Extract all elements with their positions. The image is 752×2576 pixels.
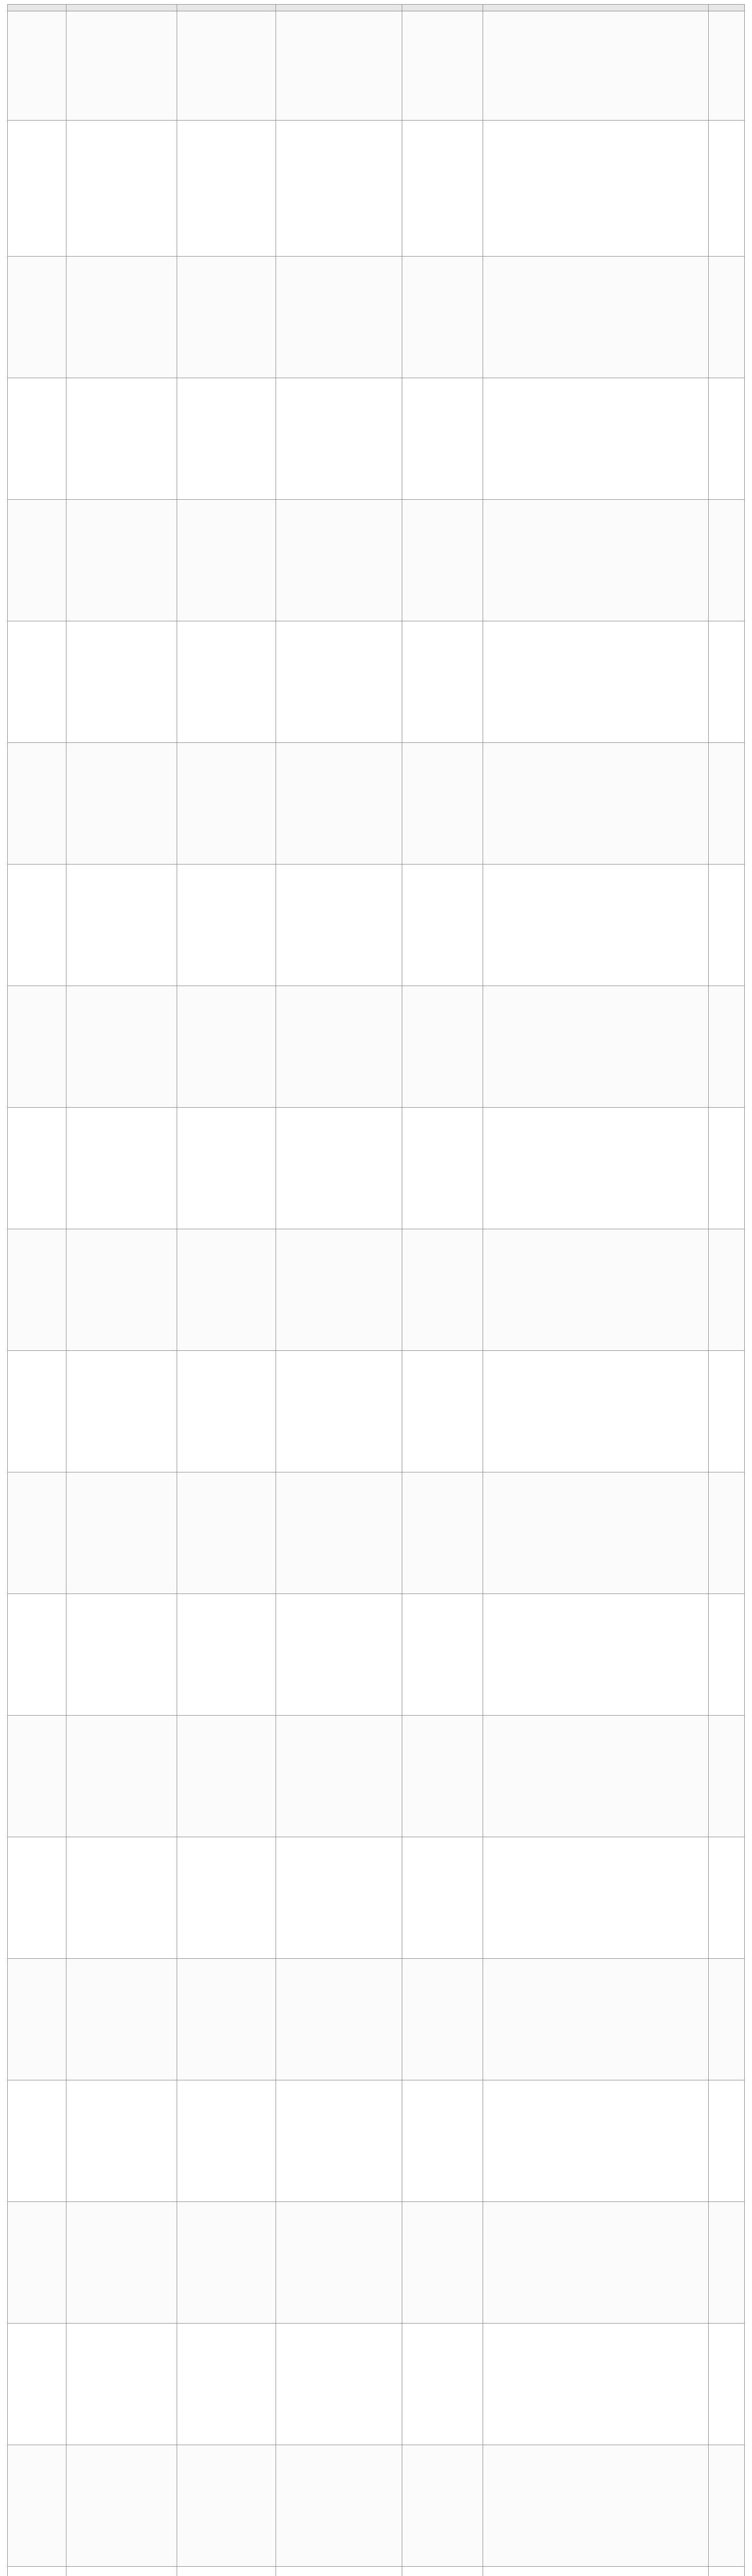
risk-cell — [708, 2324, 744, 2445]
evidence-table — [7, 4, 745, 2576]
objectives-cell — [66, 2324, 177, 2445]
study-cell — [8, 1108, 66, 1229]
header-row — [8, 5, 745, 11]
objectives-cell — [66, 1108, 177, 1229]
table-row — [8, 743, 745, 865]
study-cell — [8, 11, 66, 121]
table-row — [8, 865, 745, 986]
risk-cell — [708, 1108, 744, 1229]
associations-cell — [483, 2324, 708, 2445]
sample-cell — [177, 1594, 276, 1716]
instrument-cell — [276, 1351, 402, 1472]
risk-cell — [708, 2080, 744, 2202]
risk-cell — [708, 621, 744, 743]
associations-cell — [483, 378, 708, 500]
sample-cell — [177, 1716, 276, 1837]
objectives-cell — [66, 986, 177, 1108]
table-row — [8, 1108, 745, 1229]
risk-cell — [708, 500, 744, 621]
instrument-cell — [276, 1837, 402, 1959]
risk-cell — [708, 1351, 744, 1472]
risk-cell — [708, 986, 744, 1108]
prevalence-cell — [402, 1108, 483, 1229]
instrument-cell — [276, 1229, 402, 1351]
table-row — [8, 2080, 745, 2202]
instrument-cell — [276, 1108, 402, 1229]
table-body — [8, 11, 745, 2576]
table-row — [8, 1351, 745, 1472]
table-row — [8, 500, 745, 621]
associations-cell — [483, 1472, 708, 1594]
risk-cell — [708, 257, 744, 378]
prevalence-cell — [402, 2202, 483, 2324]
header-associations — [483, 5, 708, 11]
table-row — [8, 1959, 745, 2080]
study-cell — [8, 2080, 66, 2202]
instrument-cell — [276, 986, 402, 1108]
instrument-cell — [276, 500, 402, 621]
study-cell — [8, 2324, 66, 2445]
associations-cell — [483, 1594, 708, 1716]
associations-cell — [483, 2202, 708, 2324]
instrument-cell — [276, 257, 402, 378]
study-cell — [8, 378, 66, 500]
instrument-cell — [276, 11, 402, 121]
objectives-cell — [66, 500, 177, 621]
associations-cell — [483, 2080, 708, 2202]
prevalence-cell — [402, 1959, 483, 2080]
objectives-cell — [66, 1716, 177, 1837]
study-cell — [8, 257, 66, 378]
prevalence-cell — [402, 1594, 483, 1716]
instrument-cell — [276, 1594, 402, 1716]
instrument-cell — [276, 1716, 402, 1837]
study-cell — [8, 986, 66, 1108]
prevalence-cell — [402, 2567, 483, 2576]
table-row — [8, 1594, 745, 1716]
objectives-cell — [66, 1472, 177, 1594]
risk-cell — [708, 865, 744, 986]
header-study — [8, 5, 66, 11]
objectives-cell — [66, 378, 177, 500]
associations-cell — [483, 621, 708, 743]
prevalence-cell — [402, 378, 483, 500]
instrument-cell — [276, 2324, 402, 2445]
associations-cell — [483, 743, 708, 865]
study-cell — [8, 500, 66, 621]
instrument-cell — [276, 865, 402, 986]
associations-cell — [483, 1837, 708, 1959]
sample-cell — [177, 743, 276, 865]
sample-cell — [177, 11, 276, 121]
objectives-cell — [66, 1229, 177, 1351]
prevalence-cell — [402, 1229, 483, 1351]
prevalence-cell — [402, 621, 483, 743]
sample-cell — [177, 1108, 276, 1229]
header-prevalence — [402, 5, 483, 11]
prevalence-cell — [402, 121, 483, 257]
instrument-cell — [276, 2445, 402, 2567]
table-header — [8, 5, 745, 11]
sample-cell — [177, 257, 276, 378]
sample-cell — [177, 2445, 276, 2567]
table-row — [8, 378, 745, 500]
associations-cell — [483, 121, 708, 257]
risk-cell — [708, 11, 744, 121]
objectives-cell — [66, 2202, 177, 2324]
instrument-cell — [276, 2080, 402, 2202]
associations-cell — [483, 2445, 708, 2567]
table-row — [8, 2445, 745, 2567]
table-row — [8, 2202, 745, 2324]
table-row — [8, 2567, 745, 2576]
study-cell — [8, 1229, 66, 1351]
instrument-cell — [276, 1472, 402, 1594]
sample-cell — [177, 2324, 276, 2445]
objectives-cell — [66, 1594, 177, 1716]
associations-cell — [483, 2567, 708, 2576]
risk-cell — [708, 1472, 744, 1594]
sample-cell — [177, 121, 276, 257]
prevalence-cell — [402, 1837, 483, 1959]
objectives-cell — [66, 2080, 177, 2202]
risk-cell — [708, 743, 744, 865]
study-cell — [8, 1837, 66, 1959]
prevalence-cell — [402, 11, 483, 121]
prevalence-cell — [402, 1351, 483, 1472]
study-cell — [8, 1716, 66, 1837]
study-cell — [8, 1351, 66, 1472]
prevalence-cell — [402, 986, 483, 1108]
study-cell — [8, 121, 66, 257]
instrument-cell — [276, 1959, 402, 2080]
table-row — [8, 11, 745, 121]
associations-cell — [483, 986, 708, 1108]
risk-cell — [708, 1959, 744, 2080]
risk-cell — [708, 121, 744, 257]
sample-cell — [177, 621, 276, 743]
associations-cell — [483, 500, 708, 621]
table-row — [8, 621, 745, 743]
study-cell — [8, 1594, 66, 1716]
associations-cell — [483, 1351, 708, 1472]
table-row — [8, 1229, 745, 1351]
sample-cell — [177, 1472, 276, 1594]
study-cell — [8, 2567, 66, 2576]
table-row — [8, 121, 745, 257]
objectives-cell — [66, 121, 177, 257]
associations-cell — [483, 865, 708, 986]
objectives-cell — [66, 2567, 177, 2576]
risk-cell — [708, 2567, 744, 2576]
instrument-cell — [276, 621, 402, 743]
objectives-cell — [66, 1959, 177, 2080]
study-cell — [8, 865, 66, 986]
objectives-cell — [66, 621, 177, 743]
header-objectives — [66, 5, 177, 11]
risk-cell — [708, 1837, 744, 1959]
associations-cell — [483, 11, 708, 121]
sample-cell — [177, 1959, 276, 2080]
header-sample — [177, 5, 276, 11]
study-cell — [8, 1959, 66, 2080]
table-row — [8, 986, 745, 1108]
objectives-cell — [66, 743, 177, 865]
prevalence-cell — [402, 1716, 483, 1837]
study-cell — [8, 743, 66, 865]
risk-cell — [708, 378, 744, 500]
header-instrument — [276, 5, 402, 11]
prevalence-cell — [402, 865, 483, 986]
prevalence-cell — [402, 2445, 483, 2567]
objectives-cell — [66, 1351, 177, 1472]
sample-cell — [177, 865, 276, 986]
objectives-cell — [66, 865, 177, 986]
prevalence-cell — [402, 2324, 483, 2445]
risk-cell — [708, 2445, 744, 2567]
prevalence-cell — [402, 500, 483, 621]
prevalence-cell — [402, 2080, 483, 2202]
sample-cell — [177, 378, 276, 500]
risk-cell — [708, 2202, 744, 2324]
table-row — [8, 257, 745, 378]
instrument-cell — [276, 743, 402, 865]
associations-cell — [483, 1716, 708, 1837]
risk-cell — [708, 1229, 744, 1351]
instrument-cell — [276, 2567, 402, 2576]
header-risk — [708, 5, 744, 11]
instrument-cell — [276, 378, 402, 500]
table-row — [8, 1837, 745, 1959]
table-row — [8, 2324, 745, 2445]
objectives-cell — [66, 11, 177, 121]
study-cell — [8, 2202, 66, 2324]
prevalence-cell — [402, 743, 483, 865]
sample-cell — [177, 1229, 276, 1351]
sample-cell — [177, 2202, 276, 2324]
objectives-cell — [66, 2445, 177, 2567]
sample-cell — [177, 2080, 276, 2202]
objectives-cell — [66, 1837, 177, 1959]
instrument-cell — [276, 121, 402, 257]
study-cell — [8, 621, 66, 743]
sample-cell — [177, 1351, 276, 1472]
risk-cell — [708, 1716, 744, 1837]
prevalence-cell — [402, 1472, 483, 1594]
sample-cell — [177, 986, 276, 1108]
objectives-cell — [66, 257, 177, 378]
associations-cell — [483, 1108, 708, 1229]
study-cell — [8, 2445, 66, 2567]
sample-cell — [177, 1837, 276, 1959]
risk-cell — [708, 1594, 744, 1716]
associations-cell — [483, 1229, 708, 1351]
associations-cell — [483, 257, 708, 378]
prevalence-cell — [402, 257, 483, 378]
table-row — [8, 1472, 745, 1594]
associations-cell — [483, 1959, 708, 2080]
study-cell — [8, 1472, 66, 1594]
sample-cell — [177, 2567, 276, 2576]
table-row — [8, 1716, 745, 1837]
instrument-cell — [276, 2202, 402, 2324]
sample-cell — [177, 500, 276, 621]
